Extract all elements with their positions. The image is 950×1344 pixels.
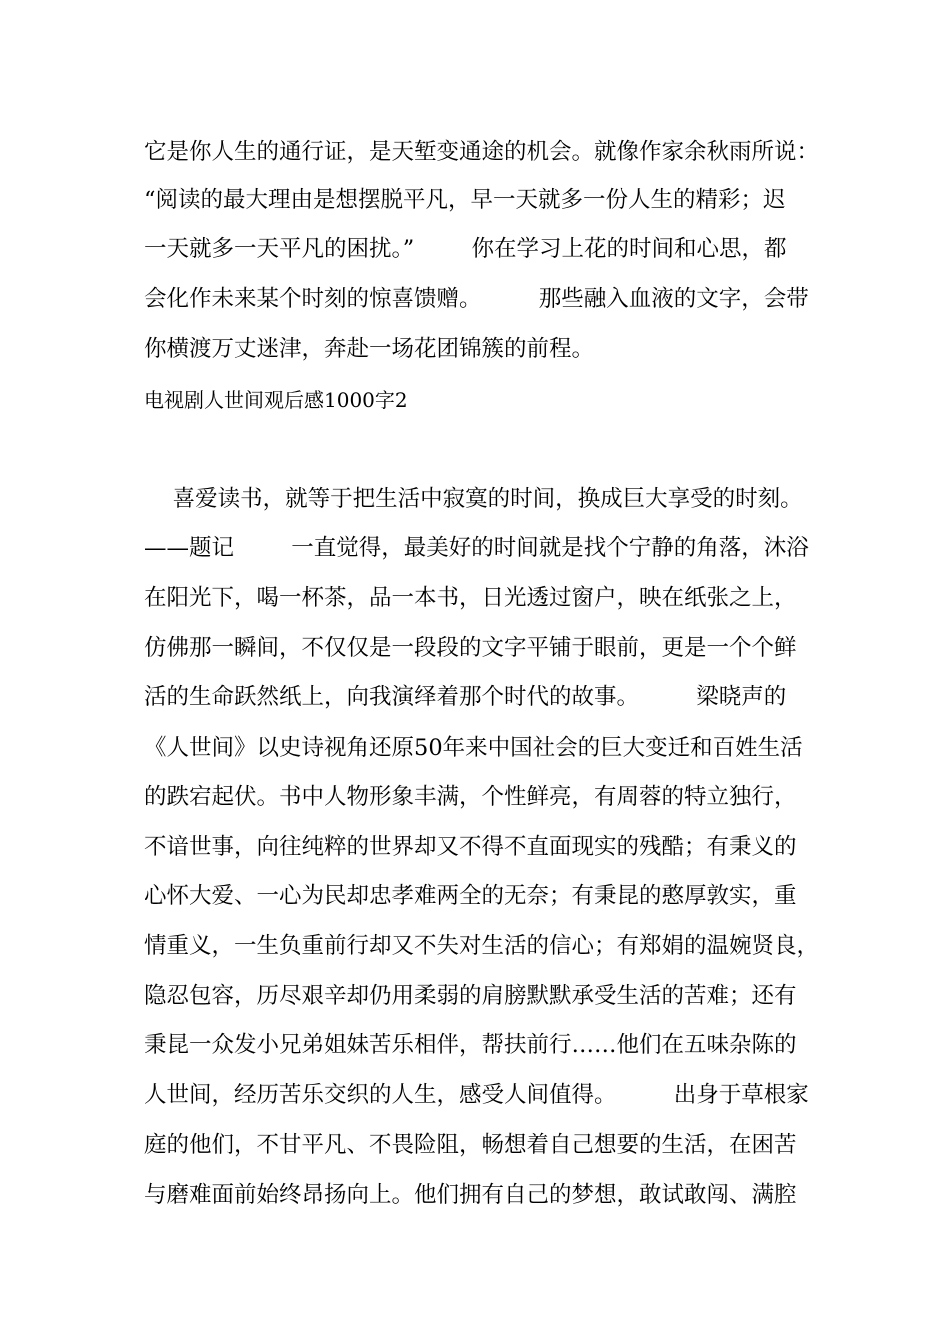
paragraph-line: 人世间，经历苦乐交织的人生，感受人间值得。 出身于草根家: [144, 1082, 809, 1108]
paragraph-line: 与磨难面前始终昂扬向上。他们拥有自己的梦想，敢试敢闯、满腔: [144, 1182, 797, 1208]
paragraph-line: 仿佛那一瞬间，不仅仅是一段段的文字平铺于眼前，更是一个个鲜: [144, 635, 797, 661]
paragraph-line: ——题记 一直觉得，最美好的时间就是找个宁静的角落，沐浴: [144, 535, 809, 561]
paragraph-line: 它是你人生的通行证，是天堑变通途的机会。就像作家余秋雨所说：: [144, 139, 820, 165]
paragraph-line: 活的生命跃然纸上，向我演绎着那个时代的故事。 梁晓声的: [144, 684, 787, 710]
paragraph-line: 心怀大爱、一心为民却忠孝难两全的无奈；有秉昆的憨厚敦实，重: [144, 883, 797, 909]
paragraph-line: 庭的他们，不甘平凡、不畏险阻，畅想着自己想要的生活，在困苦: [144, 1132, 797, 1158]
paragraph-line: 会化作未来某个时刻的惊喜馈赠。 那些融入血液的文字，会带: [144, 286, 809, 312]
paragraph-line: 情重义，一生负重前行却又不失对生活的信心；有郑娟的温婉贤良，: [144, 933, 820, 959]
paragraph-line: 在阳光下，喝一杯茶，品一本书，日光透过窗户，映在纸张之上，: [144, 585, 797, 611]
paragraph-line: 不谙世事，向往纯粹的世界却又不得不直面现实的残酷；有秉义的: [144, 834, 797, 860]
paragraph-line: 喜爱读书，就等于把生活中寂寞的时间，换成巨大享受的时刻。: [144, 486, 803, 512]
section-heading: 电视剧人世间观后感1000字2: [144, 388, 408, 412]
paragraph-line: 的跌宕起伏。书中人物形象丰满，个性鲜亮，有周蓉的特立独行，: [144, 784, 797, 810]
paragraph-line: 《人世间》以史诗视角还原50年来中国社会的巨大变迁和百姓生活: [144, 735, 803, 761]
paragraph-line: 秉昆一众发小兄弟姐妹苦乐相伴，帮扶前行……他们在五味杂陈的: [144, 1032, 797, 1058]
paragraph-line: “阅读的最大理由是想摆脱平凡，早一天就多一份人生的精彩；迟: [144, 187, 786, 213]
paragraph-line: 隐忍包容，历尽艰辛却仍用柔弱的肩膀默默承受生活的苦难；还有: [144, 983, 797, 1009]
paragraph-line: 你横渡万丈迷津，奔赴一场花团锦簇的前程。: [144, 336, 595, 362]
paragraph-line: 一天就多一天平凡的困扰。” 你在学习上花的时间和心思，都: [144, 236, 787, 262]
